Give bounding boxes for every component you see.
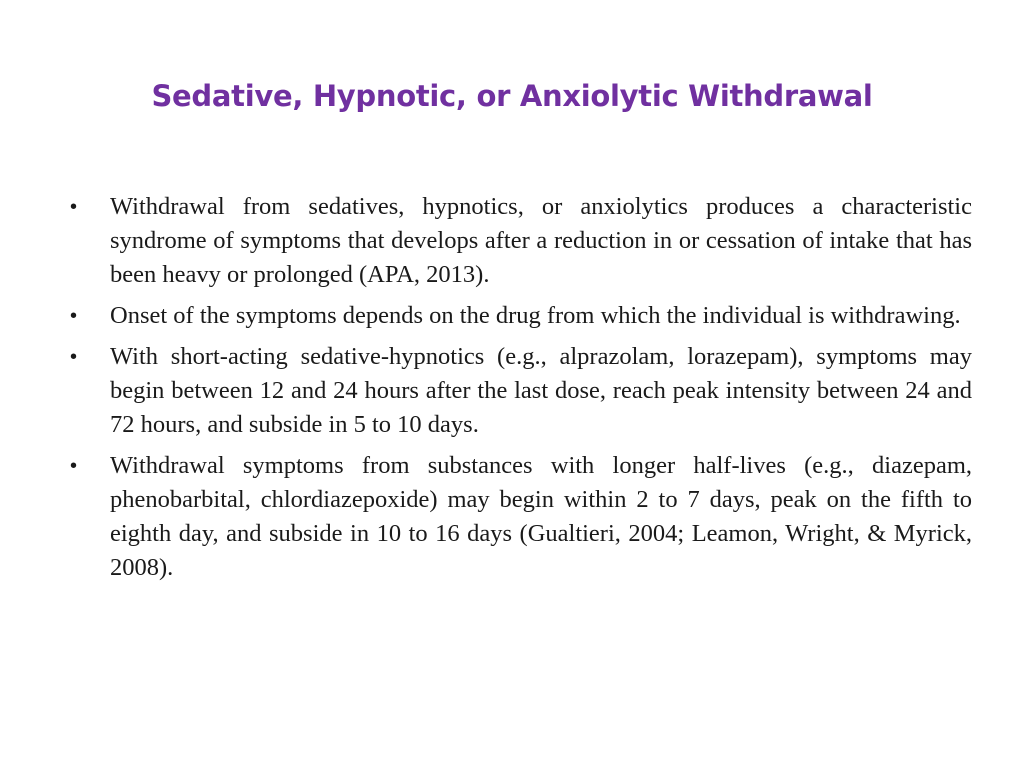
bullet-dot-icon: • [70, 305, 78, 327]
slide-title: Sedative, Hypnotic, or Anxiolytic Withdrawal [151, 79, 873, 113]
bullet-text: Onset of the symptoms depends on the drug from which the individual is withdrawing. [110, 302, 961, 329]
bullet-dot-icon: • [70, 346, 78, 368]
bullet-item [70, 449, 972, 585]
bullet-text: Withdrawal symptoms from substances with longer half-lives (e.g., diazepam, phenobarbital, chlordiazepoxide) may begin within 2 to 7 days, peak on the fifth to eighth day, and subside in 10 to 16 days (Gualtieri, 2004; Leamon, Wright, & Myrick, 2008). [110, 452, 972, 581]
bullet-item [70, 340, 972, 442]
bullet-text: With short-acting sedative-hypnotics (e.g., alprazolam, lorazepam), symptoms may begin between 12 and 24 hours after the last dose, reach peak intensity between 24 and 72 hours, and subside in 5 to 10 days. [110, 343, 972, 438]
bullet-text: Withdrawal from sedatives, hypnotics, or anxiolytics produces a characteristic syndrome of symptoms that develops after a reduction in or cessation of intake that has been heavy or prolonged (APA, 2013). [110, 193, 972, 288]
bullet-dot-icon: • [70, 455, 78, 477]
bullet-dot-icon: • [70, 196, 78, 218]
bullet-item [70, 190, 972, 292]
bullet-item [70, 299, 972, 333]
bullet-list [70, 190, 972, 592]
